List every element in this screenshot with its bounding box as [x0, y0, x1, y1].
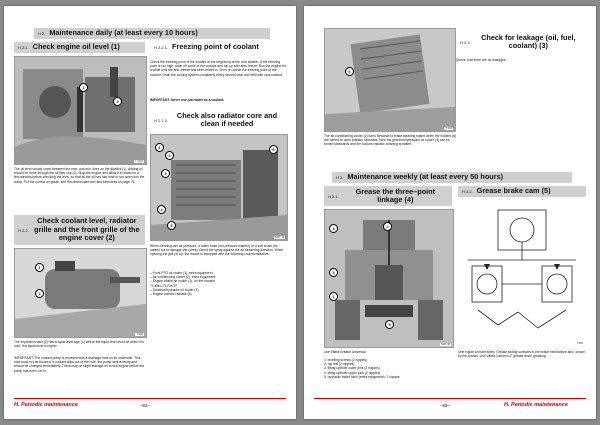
grease-intro: Use Valtra Grease Universal. — [324, 350, 367, 354]
callout-1: 1 — [329, 292, 338, 301]
footer-title: H. Periodic maintenance — [14, 402, 78, 408]
list-item: 1. levelling screws (2 nipples) — [324, 358, 368, 362]
page-number: –83– — [440, 403, 451, 408]
figure-code: T 1003 — [134, 160, 143, 163]
coolant-important-text: IMPORTANT: The coolant pump is provided with a drainage hole on its underside. This hole must not be blocked. If coolant drips out of the hole, the pump seal is faulty and should be changed immediately. There may be slight leakage on a new engine before the pump has been run in. — [14, 356, 145, 373]
section-title: Check coolant level, radiator grille and the front grille of the engine cover (2) — [34, 216, 140, 243]
section-number: H 3.2. — [462, 189, 473, 194]
callout-6: 6 — [269, 145, 278, 154]
section-header-engine-oil — [14, 42, 145, 53]
expansion-tank-text: The expansion tank (2) has a liquid level sign (1) where the liquid level must be when it is cold. Hot liquid level is higher. — [14, 340, 144, 349]
section-number: H 3.1. — [328, 193, 339, 199]
callout-1: 1 — [35, 263, 44, 272]
list-item: 3. lifting cylinder lower pins (2 nipples) — [324, 366, 380, 371]
cleaning-text: When cleaning use air pressure, a water hose (not pressure washer) or a soft brush (be careful not to damage the cores). Direct the spray against the air streaming direction. When opening the grill (4) up, the tractor is equipped with the following coolers/radiators : — [150, 244, 284, 257]
section-header-three-point — [324, 186, 452, 206]
list-item: – Front PTO oil cooler (1), extra equipment — [150, 271, 213, 275]
grease-list — [324, 358, 459, 379]
section-title: Grease the three–point linkage (4) — [355, 186, 436, 204]
list-item: 2. top link (2 nipples) — [324, 362, 355, 367]
coolers-list — [150, 271, 286, 296]
callout-1: 1 — [79, 83, 88, 92]
section-header-brake-cam — [458, 186, 586, 197]
section-header-leakage — [456, 30, 586, 54]
freezing-point-text: Check the freezing point of the coolant at the beginning of the cold season. If the freezing point is too high, drain off some of the coolant and top up with anti–freeze. Run the engine for a while until the anti–freeze has been mixed in. Then re–check the freezing point of the coolant. Drain the cooling system completely every second year and refill with new coolant. — [150, 60, 286, 77]
footer-title: H. Periodic maintenance — [504, 402, 568, 408]
leakage-figure — [324, 28, 456, 132]
section-number: H 2.3. — [460, 39, 471, 45]
callout-5: 5 — [385, 320, 394, 329]
section-title: Check also radiator core and clean if needed — [176, 110, 278, 128]
subsection-header-radiator — [150, 109, 286, 131]
section-number: H 2.1. — [18, 45, 29, 50]
list-item: – Gearbox/hydraulic oil cooler (4) — [150, 287, 199, 292]
figure-code: T 580 — [576, 342, 583, 345]
callout-5: 5 — [167, 221, 176, 230]
section-number: H 2.2.1. — [154, 45, 169, 50]
section-header-daily — [34, 28, 270, 39]
list-item: T140ec–T170eC/F — [150, 283, 178, 288]
footer-rule — [314, 398, 586, 399]
callout-2: 2 — [383, 222, 392, 231]
engine-oil-text: The oil level should come between the max. and min. lines on the dipstick (1). Adding oil should be done through the oil filler cap (2). Stop the engine and allow it to stand for a few minutes before checking the level, so that all the oil has had time to run down into the sump. For the correct oil grade, see Recommended fuel and lubricants on page 76. — [14, 167, 145, 184]
brake-cam-figure — [458, 200, 586, 346]
callout-4: 4 — [329, 224, 338, 233]
section-number: H 2.2.2. — [154, 117, 169, 123]
section-title: Grease brake cam (5) — [476, 186, 551, 196]
page-number: –82– — [140, 403, 151, 408]
section-title: Maintenance weekly (at least every 50 hours) — [347, 172, 504, 182]
section-title: Check for leakage (oil, fuel, coolant) (3) — [481, 32, 576, 50]
leakage-text: Check, that there are no leakages. — [456, 58, 507, 62]
section-number: H 2. — [38, 31, 46, 36]
three-point-linkage-figure — [324, 209, 454, 348]
engine-oil-figure — [14, 56, 147, 165]
figure-code: T 565 — [136, 333, 143, 336]
section-number: H 2.2. — [18, 227, 29, 233]
section-header-coolant — [14, 215, 145, 245]
callout-3: 3 — [329, 268, 338, 277]
list-item: – Air conditioning cooler (2), extra equipment — [150, 275, 216, 280]
callout-1: 1 — [155, 143, 164, 152]
callout-4: 4 — [157, 205, 166, 214]
callout-3: 3 — [161, 169, 170, 178]
footer-rule — [14, 398, 286, 399]
brake-cam-text: One nipple on both sides. Grease sliding surfaces in the brake mechanism also, shown by the arrows. Use Valtra Calcium LF grease when greasing. — [458, 350, 585, 359]
figure-code: SRK 48 — [441, 343, 450, 346]
subsection-header-freezing — [150, 42, 286, 53]
section-number: H 3. — [336, 175, 344, 180]
callout-6: 6 — [345, 67, 354, 76]
list-item: 4. lifting cylinder upper pins (2 nipples) — [324, 370, 381, 375]
list-item: 5. hydraulic trailer hitch (extra equipment), 2 nipples — [324, 374, 400, 379]
callout-2: 2 — [165, 151, 174, 160]
section-title: Check engine oil level (1) — [32, 42, 120, 52]
section-title: Freezing point of coolant — [172, 42, 259, 52]
radiator-figure — [150, 134, 288, 241]
left-page — [4, 6, 296, 419]
list-item: – Engine intake air cooler (3), on the models — [150, 279, 215, 284]
section-title: Maintenance daily (at least every 10 hours) — [49, 28, 198, 38]
figure-code: T 663 — [445, 127, 452, 130]
list-item: – Engine coolant radiator (5) — [150, 292, 192, 297]
section-header-weekly — [332, 172, 572, 183]
callout-2: 2 — [113, 97, 122, 106]
right-page — [304, 6, 596, 419]
figure-code: SRK 44 — [275, 236, 284, 239]
expansion-tank-figure — [14, 248, 147, 338]
callout-2: 2 — [35, 289, 44, 298]
aircond-text: The air conditioning cooler (2) turns forwards to make cleaning easier when the holders (6) are turned to open position sideward. Now the gearbox/hydraulics oil cooler (4) can be turned sidewards and the coolant radiator cleaning is easier. — [324, 134, 457, 147]
freezing-important-text: IMPORTANT: Never use just water as a coolant. — [150, 98, 224, 102]
